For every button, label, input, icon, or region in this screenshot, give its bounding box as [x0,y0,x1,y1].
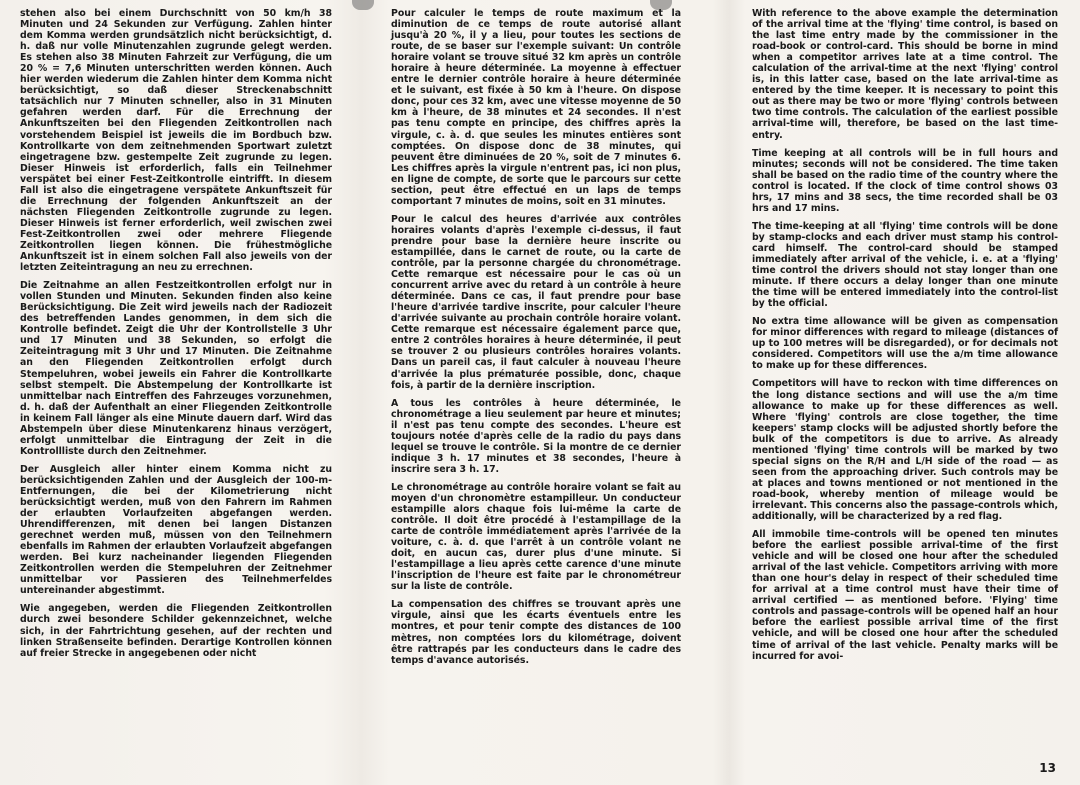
paragraph: Le chronométrage au contrôle horaire volant se fait au moyen d'un chronomètre estampilleur. Un conducteur estampille alors chaque fois lui-même la carte de contrôle. Il doit être procédé à l'estampillage de la carte de contrôle immédiatement après l'arrivée de la voiture, c. à. d. que l'arrêt à un contrôle volant ne doit, en aucun cas, durer plus d'une minute. Si l'estampillage a lieu après cette carence d'une minute l'inscription de l'heure est faite par le chronométreur sur la liste de contrôle. [391,481,681,593]
paragraph: The time-keeping at all 'flying' time controls will be done by stamp-clocks and each driver must stamp his control-card himself. The control-card should be stamped immediately after arrival of the vehicle, i. e. at a 'flying' time control the drivers should not stay longer than one minute. If there occurs a delay longer than one minute the time will be entered immediately into the control-list by the official. [752,220,1058,310]
paragraph: stehen also bei einem Durchschnitt von 50 km/h 38 Minuten und 24 Sekunden zur Verfügung. Zahlen hinter dem Komma werden grundsätzlich nicht berücksichtigt, d. h. daß nur volle Minutenzahlen zugrunde gelegt werden. Es stehen also 38 Minuten Fahrzeit zur Verfügung, die um 20 % = 7,6 Minuten unterschritten werden können. Auch hier werden wiederum die Zahlen hinter dem Komma nicht berücksichtigt, so daß dieser Streckenabschnitt tatsächlich nur 7 Minuten schneller, also in 31 Minuten gefahren werden darf. Für die Errechnung der Ankunftszeiten bei den Fliegenden Zeitkontrollen nach vorstehendem Beispiel ist jeweils die im Bordbuch bzw. Kontrollkarte von dem zeitnehmenden Sportwart zuletzt eingetragene bzw. gestempelte Zeit zugrunde zu legen. Dieser Hinweis ist erforderlich, falls ein Teilnehmer verspätet bei einer Fest-Zeitkontrolle eintrifft. In diesem Fall ist also die eingetragene verspätete Ankunftszeit für die Errechnung der folgenden Ankunftszeit an der nächsten Fliegenden Zeitkontrolle zugrunde zu legen. Dieser Hinweis ist ferner erforderlich, weil zwischen zwei Fest-Zeitkontrollen zwei oder mehrere Fliegende Zeitkontrollen liegen können. Die frühestmögliche Ankunftszeit ist in einem solchen Fall also jeweils von der letzten Zeiteintragung an neu zu errechnen. [20,8,332,274]
paragraph: Wie angegeben, werden die Fliegenden Zeitkontrollen durch zwei besondere Schilder gekennzeichnet, welche sich, in der Fahrtrichtung gesehen, auf der rechten und linken Straßenseite befinden. Derartige Kontrollen können auf freier Strecke in angegebenen oder nicht [20,603,332,659]
french-column [391,8,681,673]
paragraph: Die Zeitnahme an allen Festzeitkontrollen erfolgt nur in vollen Stunden und Minuten. Sekunden finden also keine Berücksichtigung. Die Zeit wird jeweils nach der Radiozeit des betreffenden Landes genommen, in dem sich die Kontrolle befindet. Zeigt die Uhr der Kontrollstelle 3 Uhr und 17 Minuten und 38 Sekunden, so erfolgt die Zeiteintragung mit 3 Uhr und 17 Minuten. Die Zeitnahme an den Fliegenden Zeitkontrollen erfolgt durch Stempeluhren, wobei jeweils ein Fahrer die Kontrollkarte selbst stempelt. Die Abstempelung der Kontrollkarte ist unmittelbar nach Eintreffen des Fahrzeuges vorzunehmen, d. h. daß der Aufenthalt an einer Fliegenden Zeitkontrolle in keinem Fall länger als eine Minute dauern darf. Wird das Abstempeln über diese Minutenkarenz hinaus verzögert, erfolgt unmittelbar die Eintragung der Zeit in die Kontrollliste durch den Zeitnehmer. [20,280,332,457]
paragraph: Pour le calcul des heures d'arrivée aux contrôles horaires volants d'après l'exemple ci-dessus, il faut prendre pour base la dernière heure inscrite ou estampillée, dans le carnet de route, ou la carte de contrôle, par la personne chargée du chronométrage. Cette remarque est nécessaire pour le cas où un concurrent arrive avec du retard à un contrôle à heure déterminée. Dans ce cas, il faut prendre pour base l'heure d'arrivée tardive inscrite, pour calculer l'heure d'arrivée suivante au prochain contrôle horaire volant. Cette remarque est nécessaire également parce que, entre 2 contrôles horaires à heure déterminée, il peut se trouver 2 ou plusieurs contrôles horaires volants. Dans un pareil cas, il faut calculer à nouveau l'heure d'arrivée la plus prématurée possible, donc, chaque fois, à partir de la dernière inscription. [391,213,681,391]
paragraph: Competitors will have to reckon with time differences on the long distance sections and will use the a/m time allowance to make up for these differences as well. Where 'flying' controls are close together, the time keepers' stamp clocks will be adjusted shortly before the bulk of the competitors is due to arrive. As already mentioned 'flying' time controls will be marked by two special signs on the R/H and L/H side of the road — as seen from the approaching driver. Such controls may be at places and towns mentioned or not mentioned in the road-book, whereby mention of mileage would be irrelevant. This concerns also the passage-controls which, additionally, will be characterized by a red flag. [752,378,1058,523]
paragraph: La compensation des chiffres se trouvant après une virgule, ainsi que les écarts éventuels entre les montres, et pour tenir compte des distances de 100 mètres, non comptées lors du kilométrage, doivent être rattrapés par les conducteurs dans le cadre des temps d'avance autorisés. [391,599,681,666]
paragraph: All immobile time-controls will be opened ten minutes before the earliest possible arrival-time of the first vehicle and will be closed one hour after the scheduled arrival of the last vehicle. Competitors arriving with more than one hour's delay in respect of their scheduled time for arrival at a time control must have their time of arrival certified — as mentioned before. 'Flying' time controls and passage-controls will be opened half an hour before the earliest possible arrival time of the first vehicle, and will be closed one hour after the scheduled time of arrival of the last vehicle. Penalty marks will be incurred for avoi- [752,529,1058,662]
paragraph: Der Ausgleich aller hinter einem Komma nicht zu berücksichtigenden Zahlen und der Ausgleich der 100-m-Entfernungen, die bei der Kilometrierung nicht berücksichtigt werden, muß von den Fahrern im Rahmen der erlaubten Vorlaufzeiten abgefangen werden. Uhrendifferenzen, mit denen bei langen Distanzen gerechnet werden muß, müssen von den Teilnehmern ebenfalls im Rahmen der erlaubten Vorlaufzeit abgefangen werden. Bei kurz nacheinander liegenden Fliegenden Zeitkontrollen werden die Stempeluhren der Zeitnehmer unmittelbar vor Passieren des Teilnehmerfeldes untereinander abgestimmt. [20,463,332,597]
paragraph: Time keeping at all controls will be in full hours and minutes; seconds will not be considered. The time taken shall be based on the radio time of the country where the control is located. If the clock of time control shows 03 hrs, 17 mins and 38 secs, the time recorded shall be 03 hrs and 17 mins. [752,147,1058,214]
binding-mark [352,0,374,10]
paragraph: No extra time allowance will be given as compensation for minor differences with regard to mileage (distances of up to 100 metres will be disregarded), or for decimals not considered. Competitors will use the a/m time allowance to make up for these differences. [752,316,1058,372]
paragraph: Pour calculer le temps de route maximum et la diminution de ce temps de route autorisé allant jusqu'à 20 %, il y a lieu, pour toutes les sections de route, de se baser sur l'exemple suivant: Un contrôle horaire volant se trouve situé 32 km après un contrôle horaire à heure déterminée. La moyenne à effectuer entre le dernier contrôle horaire à heure déterminée et le suivant, est fixée à 50 km à l'heure. On dispose donc, pour ces 32 km, avec une vitesse moyenne de 50 km à l'heure, de 38 minutes et 24 secondes. Il n'est pas tenu compte en principe, des chiffres après la virgule, c. à. d. que seules les minutes entières sont comptées. On dispose donc de 38 minutes, qui peuvent être diminuées de 20 %, soit de 7 minutes 6. Les chiffres après la virgule n'entrent pas, ici non plus, en ligne de compte, de sorte que le parcours sur cette section, peut être effectué en un laps de temps comportant 7 minutes de moins, soit en 31 minutes. [391,8,681,207]
paragraph: With reference to the above example the determination of the arrival time at the 'flying' time control, is based on the last time entry made by the commissioner in the road-book or control-card. This should be borne in mind when a competitor arrives late at a time control. The calculation of the arrival-time at the next 'flying' control is, in this latter case, based on the late arrival-time as entered by the time keeper. It is necessary to point this out as there may be two or more 'flying' controls between two time controls. The calculation of the earliest possible arrival-time will, therefore, be based on the last time-entry. [752,8,1058,141]
page-number: 13 [1039,761,1056,775]
german-column [20,8,332,666]
english-column [752,8,1058,669]
paragraph: A tous les contrôles à heure déterminée, le chronométrage a lieu seulement par heure et minutes; il n'est pas tenu compte des secondes. L'heure est toujours notée d'après celle de la radio du pays dans lequel se trouve le contrôle. Si la montre de ce dernier indique 3 h. 17 minutes et 38 secondes, l'heure à inscrire sera 3 h. 17. [391,397,681,475]
